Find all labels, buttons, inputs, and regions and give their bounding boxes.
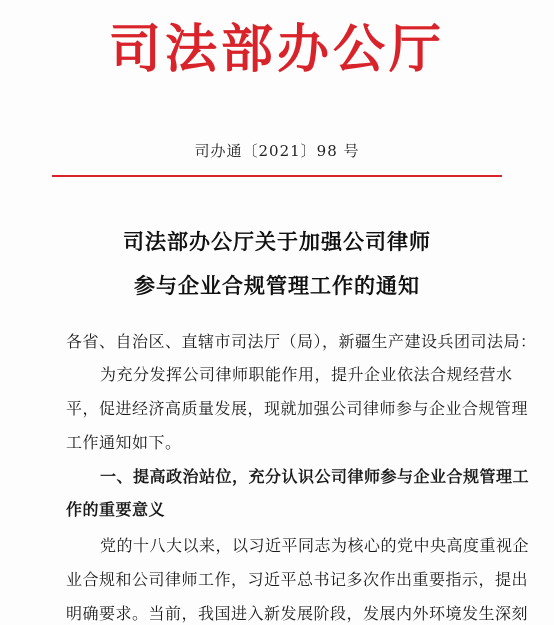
intro-line-1: 为充分发挥公司律师职能作用，提升企业依法合规经营水 [100, 365, 513, 384]
document-number: 司办通〔2021〕98 号 [194, 142, 360, 160]
notice-title-line-2: 参与企业合规管理工作的通知 [134, 274, 420, 298]
section-1-para-line-2: 业合规和公司律师工作，习近平总书记多次作出重要指示，提出 [66, 570, 529, 589]
section-1-heading-line-2: 作的重要意义 [66, 500, 166, 519]
notice-title-line-1: 司法部办公厅关于加强公司律师 [123, 230, 431, 254]
intro-line-3: 工作通知如下。 [66, 433, 182, 452]
issuing-office-title: 司法部办公厅 [108, 19, 445, 80]
recipients-line: 各省、自治区、直辖市司法厅（局），新疆生产建设兵团司法局： [66, 332, 537, 351]
section-1-heading-line-1: 一、提高政治站位，充分认识公司律师参与企业合规管理工 [100, 467, 530, 486]
red-separator-line [52, 175, 502, 177]
intro-line-2: 平，促进经济高质量发展，现就加强公司律师参与企业合规管理 [66, 399, 529, 418]
section-1-para-line-1: 党的十八大以来，以习近平同志为核心的党中央高度重视企 [100, 536, 530, 555]
section-1-para-line-3: 明确要求。当前，我国进入新发展阶段，发展内外环境发生深刻 [66, 604, 529, 623]
